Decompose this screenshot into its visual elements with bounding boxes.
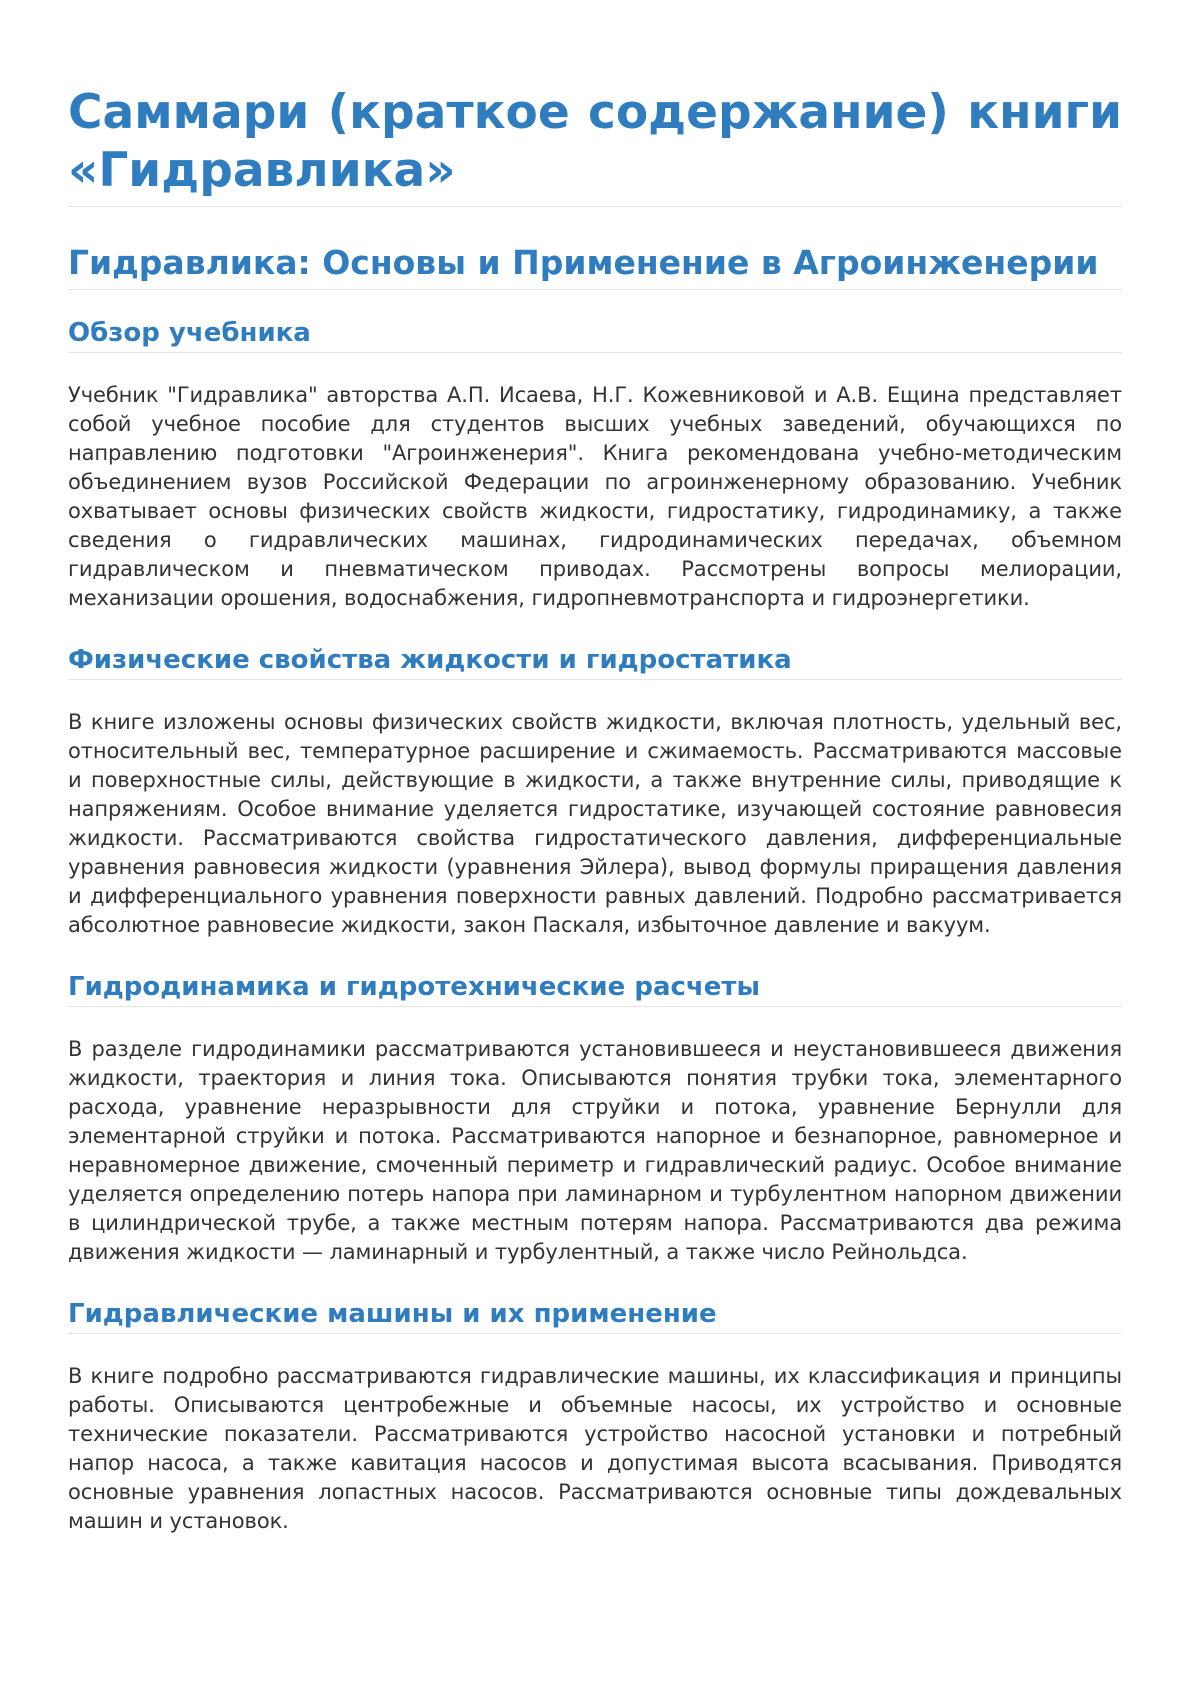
- section-paragraph: В книге подробно рассматриваются гидравлические машины, их классификация и принципы работы. Описываются центробежные и объемные насосы, их устройство и основные технические показатели. Рассматриваются устройство насосной установки и потребный напор насоса, а также кавитация насосов и допустимая высота всасывания. Приводятся основные уравнения лопастных насосов. Рассматриваются основные типы дождевальных машин и установок.: [68, 1364, 1122, 1533]
- section-fluid-properties: [68, 643, 1122, 940]
- document-page: [68, 84, 1122, 1536]
- section-heading: Физические свойства жидкости и гидростатика: [68, 643, 1122, 680]
- section-paragraph: Учебник "Гидравлика" авторства А.П. Исаева, Н.Г. Кожевниковой и А.В. Ещина представляет собой учебное пособие для студентов высших учебных заведений, обучающихся по направлению подготовки "Агроинженерия". Книга рекомендована учебно-методическим объединением вузов Российской Федерации по агроинженерному образованию. Учебник охватывает основы физических свойств жидкости, гидростатику, гидродинамику, а также сведения о гидравлических машинах, гидродинамических передачах, объемном гидравлическом и пневматическом приводах. Рассмотрены вопросы мелиорации, механизации орошения, водоснабжения, гидропневмотранспорта и гидроэнергетики.: [68, 383, 1122, 610]
- section-hydraulic-machines: [68, 1297, 1122, 1536]
- section-overview: [68, 316, 1122, 613]
- document-title: Саммари (краткое содержание) книги «Гидравлика»: [68, 84, 1122, 207]
- section-paragraph: В разделе гидродинамики рассматриваются установившееся и неустановившееся движения жидкости, траектория и линия тока. Описываются понятия трубки тока, элементарного расхода, уравнение неразрывности для струйки и потока, уравнение Бернулли для элементарной струйки и потока. Рассматриваются напорное и безнапорное, равномерное и неравномерное движение, смоченный периметр и гидравлический радиус. Особое внимание уделяется определению потерь напора при ламинарном и турбулентном напорном движении в цилиндрической трубе, а также местным потерям напора. Рассматриваются два режима движения жидкости — ламинарный и турбулентный, а также число Рейнольдса.: [68, 1037, 1122, 1264]
- document-subtitle: Гидравлика: Основы и Применение в Агроинженерии: [68, 241, 1122, 290]
- section-heading: Гидравлические машины и их применение: [68, 1297, 1122, 1334]
- section-hydrodynamics: [68, 970, 1122, 1267]
- section-heading: Обзор учебника: [68, 316, 1122, 353]
- section-heading: Гидродинамика и гидротехнические расчеты: [68, 970, 1122, 1007]
- section-paragraph: В книге изложены основы физических свойств жидкости, включая плотность, удельный вес, относительный вес, температурное расширение и сжимаемость. Рассматриваются массовые и поверхностные силы, действующие в жидкости, а также внутренние силы, приводящие к напряжениям. Особое внимание уделяется гидростатике, изучающей состояние равновесия жидкости. Рассматриваются свойства гидростатического давления, дифференциальные уравнения равновесия жидкости (уравнения Эйлера), вывод формулы приращения давления и дифференциального уравнения поверхности равных давлений. Подробно рассматривается абсолютное равновесие жидкости, закон Паскаля, избыточное давление и вакуум.: [68, 710, 1122, 937]
